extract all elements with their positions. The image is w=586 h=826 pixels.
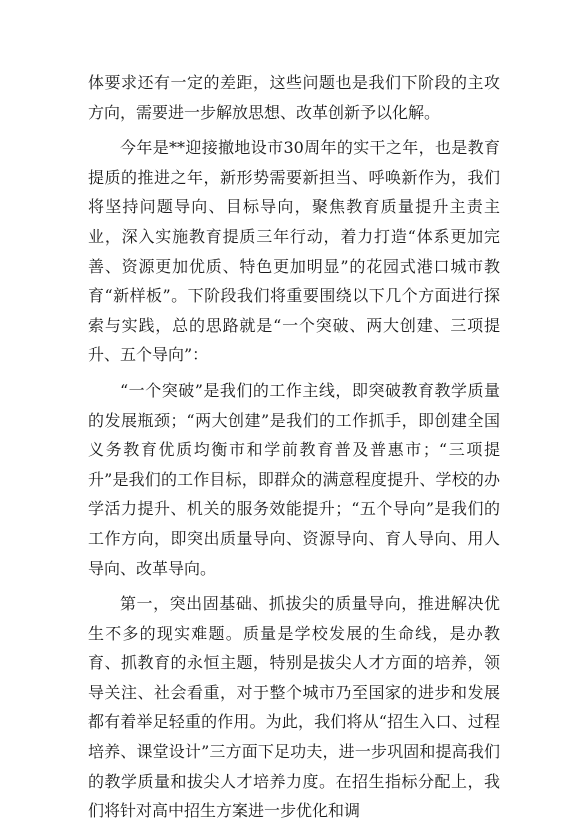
document-body (88, 68, 500, 826)
paragraph-1: 体要求还有一定的差距，这些问题也是我们下阶段的主攻方向，需要进一步解放思想、改革创新予以化解。 (88, 73, 500, 122)
paragraph-4: 第一，突出固基础、抓拔尖的质量导向，推进解决优生不多的现实难题。质量是学校发展的生命线，是办教育、抓教育的永恒主题，特别是拔尖人才方面的培养，领导关注、社会看重，对于整个城市乃至国家的进步和发展都有着举足轻重的作用。为此，我们将从“招生入口、过程培养、课堂设计”三方面下足功夫，进一步巩固和提高我们的教学质量和拔尖人才培养力度。在招生指标分配上，我们将针对高中招生方案进一步优化和调 (88, 594, 500, 821)
paragraph-2: 今年是**迎接撤地设市30周年的实干之年，也是教育提质的推进之年，新形势需要新担当、呼唤新作为，我们将坚持问题导向、目标导向，聚焦教育质量提升主责主业，深入实施教育提质三年行动，着力打造“体系更加完善、资源更加优质、特色更加明显”的花园式港口城市教育“新样板”。下阶段我们将重要围绕以下几个方面进行探索与实践，总的思路就是“一个突破、两大创建、三项提升、五个导向”： (88, 138, 500, 365)
paragraph-3: “一个突破”是我们的工作主线，即突破教育教学质量的发展瓶颈；“两大创建”是我们的工作抓手，即创建全国义务教育优质均衡市和学前教育普及普惠市；“三项提升”是我们的工作目标，即群众的满意程度提升、学校的办学活力提升、机关的服务效能提升；“五个导向”是我们的工作方向，即突出质量导向、资源导向、育人导向、用人导向、改革导向。 (88, 380, 500, 578)
